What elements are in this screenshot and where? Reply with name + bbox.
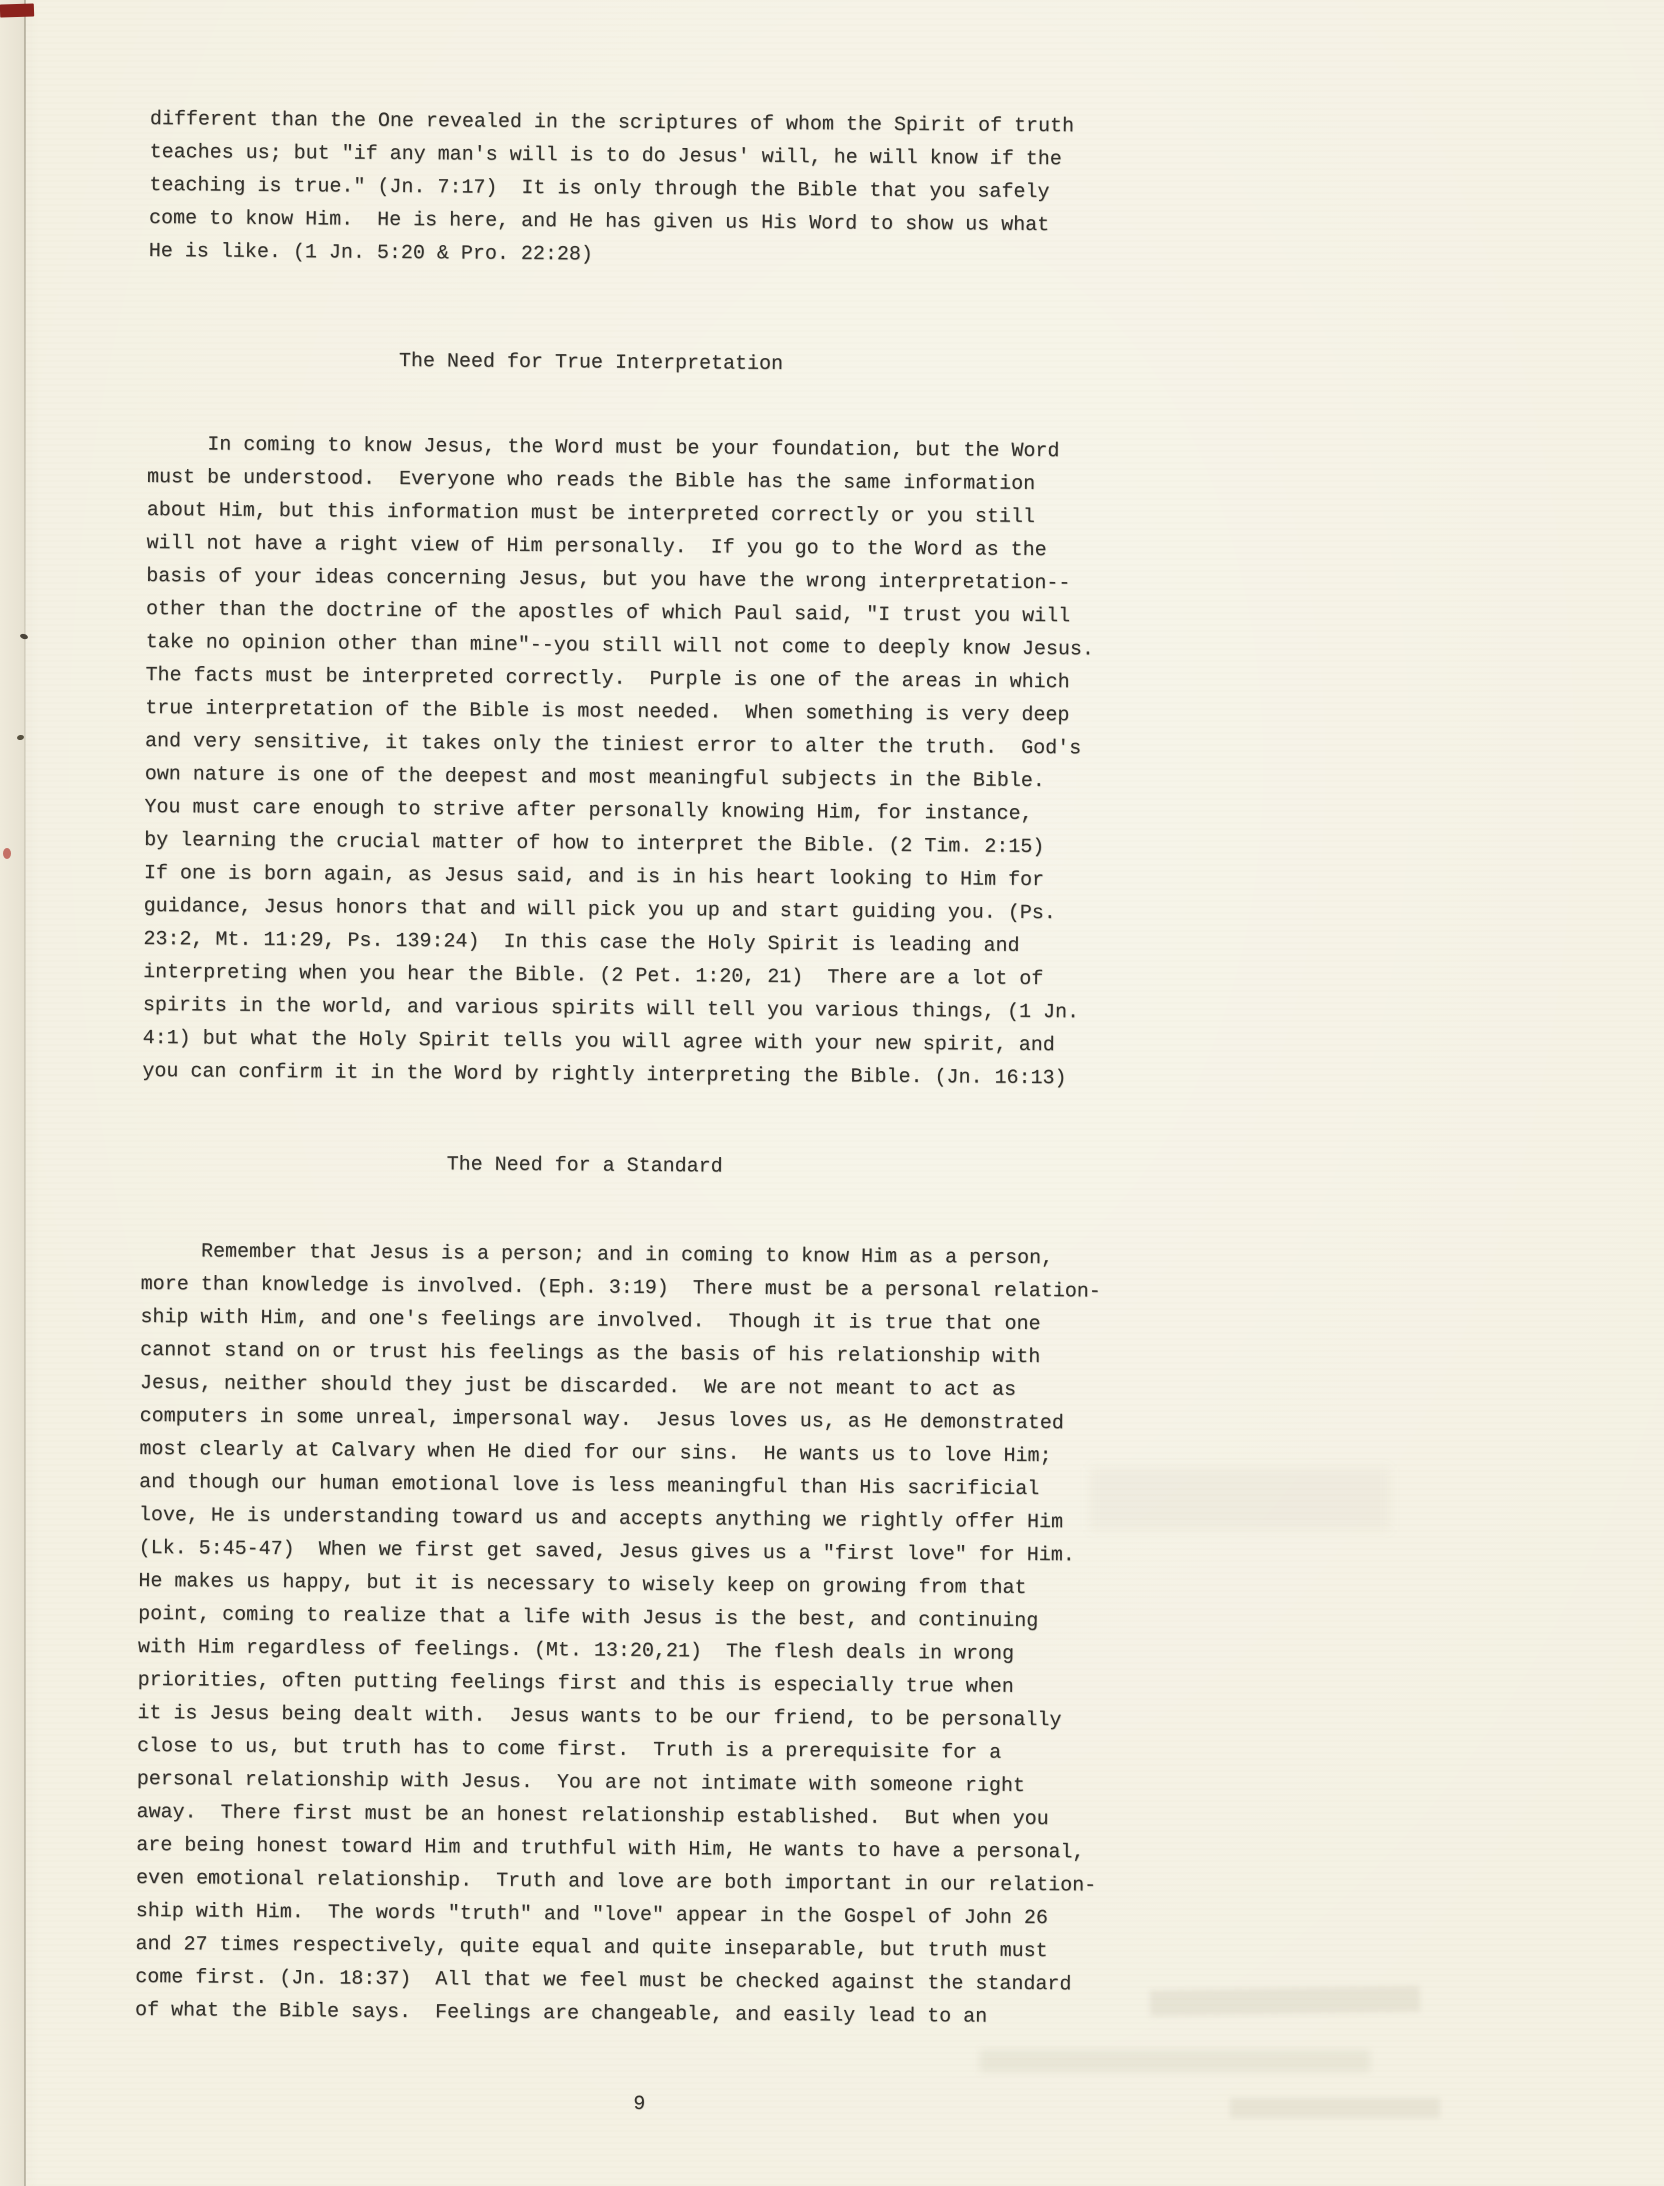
bleed-through-smudge bbox=[1150, 1986, 1420, 2017]
section-heading-true-interpretation: The Need for True Interpretation bbox=[398, 349, 784, 376]
paragraph-continuation: different than the One revealed in the scriptures of whom the Spirit of truth teaches us; but "if any man's will is to do Jesus' will, he will know if the teaching is true." (Jn. 7:17) It is only through the Bible that you safely come to know Him. He is here, and He has given us His Word to show us what He is like. (1 Jn. 5:20 & Pro. 22:28) bbox=[148, 107, 1075, 267]
red-ink-speck bbox=[3, 848, 11, 859]
left-crease-line bbox=[24, 0, 26, 2186]
red-corner-mark bbox=[0, 3, 34, 17]
paragraph-true-interpretation: In coming to know Jesus, the Word must be your foundation, but the Word must be understood. Everyone who reads the Bible has the same information about Him, but this information must be interpreted correctly or you still will not have a right view of Him personally. If you go to the Word as the basis of your ideas concerning Jesus, but you have the wrong interpretation-- other than the doctrine of the apostles of which Paul said, "I trust you will take no opinion other than mine"--you still will not come to deeply know Jesus. The facts must be interpreted correctly. Purple is one of the areas in which true interpretation of the Bible is most needed. When something is very deep and very sensitive, it takes only the tiniest error to alter the truth. God's own nature is one of the deepest and most meaningful subjects in the Bible. You must care enough to strive after personally knowing Him, for instance, by learning the crucial matter of how to interpret the Bible. (2 Tim. 2:15) If one is born again, as Jesus said, and is in his heart looking to Him for guidance, Jesus honors that and will pick you up and start guiding you. (Ps. 23:2, Mt. 11:29, Ps. 139:24) In this case the Holy Spirit is leading and interpreting when you hear the Bible. (2 Pet. 1:20, 21) There are a lot of spirits in the world, and various spirits will tell you various things, (1 Jn. 4:1) but what the Holy Spirit tells you will agree with your new spirit, and you can confirm it in the Word by rightly interpreting the Bible. (Jn. 16:13) bbox=[142, 432, 1094, 1091]
bleed-through-smudge bbox=[1230, 2098, 1440, 2118]
bleed-through-smudge bbox=[980, 2050, 1370, 2072]
page-left-edge bbox=[0, 0, 25, 2186]
paragraph-standard: Remember that Jesus is a person; and in coming to know Him as a person, more than knowledge is involved. (Eph. 3:19) There must be a personal relation- ship with Him, and one's feelings are involved. Though it is true that one cannot stand on or trust his feelings as the basis of his relationship with Jesus, neither should they just be discarded. We are not meant to act as computers in some unreal, impersonal way. Jesus loves us, as He demonstrated most clearly at Calvary when He died for our sins. He wants us to love Him; and though our human emotional love is less meaningful than His sacrificial love, He is understanding toward us and accepts anything we rightly offer Him (Lk. 5:45-47) When we first get saved, Jesus gives us a "first love" for Him. He makes us happy, but it is necessary to wisely keep on growing from that point, coming to realize that a life with Jesus is the best, and continuing with Him regardless of feelings. (Mt. 13:20,21) The flesh deals in wrong priorities, often putting feelings first and this is especially true when it is Jesus being dealt with. Jesus wants to be our friend, to be personally close to us, but truth has to come first. Truth is a prerequisite for a personal relationship with Jesus. You are not intimate with someone right away. There first must be an honest relationship established. But when you are being honest toward Him and truthful with Him, He wants to have a personal, even emotional relationship. Truth and love are both important in our relation- ship with Him. The words "truth" and "love" appear in the Gospel of John 26 and 27 times respectively, quite equal and quite inseparable, but truth must come first. (Jn. 18:37) All that we feel must be checked against the standard of what the Bible says. Feelings are changeable, and easily lead to an bbox=[134, 1239, 1101, 2029]
bleed-through-smudge bbox=[1090, 1468, 1390, 1530]
page-content bbox=[134, 103, 1160, 2125]
page-number: 9 bbox=[633, 2092, 646, 2116]
section-heading-standard: The Need for a Standard bbox=[446, 1153, 723, 1179]
